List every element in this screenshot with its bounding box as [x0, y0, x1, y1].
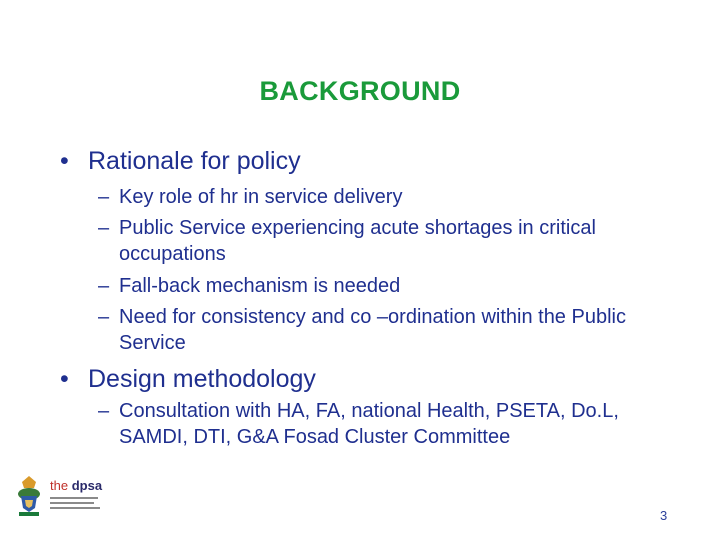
- bullet-text: Design methodology: [88, 365, 316, 393]
- dash-marker: –: [98, 217, 110, 239]
- bullet-text: Rationale for policy: [88, 147, 301, 175]
- slide-title: BACKGROUND: [259, 76, 461, 106]
- logo-fine-print: [50, 497, 100, 512]
- sub-bullet-text: Key role of hr in service delivery: [119, 186, 403, 208]
- logo-wordmark: the dpsa: [50, 478, 103, 493]
- dash-marker: –: [98, 306, 110, 328]
- page-number: 3: [660, 508, 668, 523]
- bullet-marker: •: [60, 147, 69, 175]
- dash-marker: –: [98, 186, 110, 208]
- coat-of-arms-icon: [14, 474, 44, 518]
- dash-marker: –: [98, 275, 110, 297]
- sub-bullet-text: Fall-back mechanism is needed: [119, 275, 401, 297]
- bullet-marker: •: [60, 365, 69, 393]
- sub-bullet-text: Need for consistency and co –ordination within the Public Service: [119, 306, 626, 354]
- dash-marker: –: [98, 400, 110, 422]
- dpsa-logo: [14, 474, 103, 520]
- sub-bullet-text: Public Service experiencing acute shortages in critical occupations: [119, 217, 596, 265]
- sub-bullet-text: Consultation with HA, FA, national Health, PSETA, Do.L, SAMDI, DTI, G&A Fosad Cluster Committee: [119, 400, 619, 448]
